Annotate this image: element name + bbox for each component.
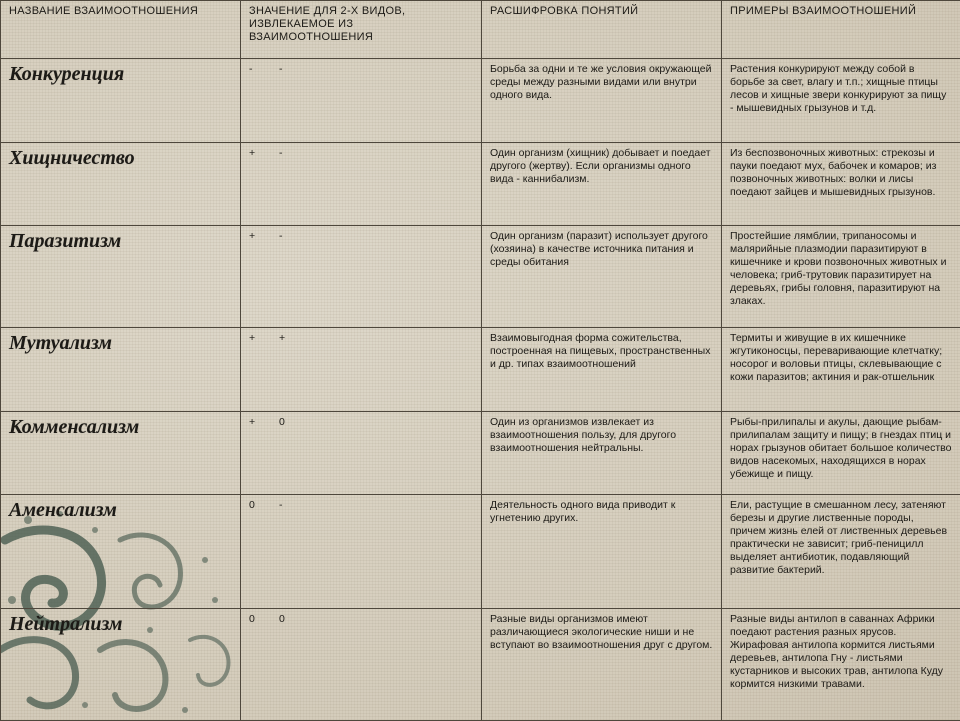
relationship-signs bbox=[241, 412, 482, 495]
header-name: НАЗВАНИЕ ВЗАИМООТНОШЕНИЯ bbox=[1, 1, 241, 59]
relationship-examples: Термиты и живущие в их кишечнике жгутиконосцы, переваривающие клетчатку; носорог и воловьи птицы, склевывающие с кожи паразитов; актиния и рак-отшельник bbox=[722, 328, 960, 412]
sign-first: + bbox=[249, 332, 279, 344]
sign-second: + bbox=[279, 332, 309, 344]
relationship-name: Мутуализм bbox=[1, 328, 241, 412]
sign-first: 0 bbox=[249, 613, 279, 625]
relationship-signs bbox=[241, 328, 482, 412]
relationship-description: Разные виды организмов имеют различающиеся экологические ниши и не вступают во взаимоотношения друг с другом. bbox=[482, 609, 722, 721]
relationship-description: Один из организмов извлекает из взаимоотношения пользу, для другого взаимоотношения нейтральны. bbox=[482, 412, 722, 495]
relationship-signs bbox=[241, 226, 482, 328]
table-row bbox=[1, 328, 960, 412]
relationship-examples: Ели, растущие в смешанном лесу, затеняют березы и другие лиственные породы, причем жизнь елей от лиственных деревьев практически не зависит; гриб-пеницилл выделяет антибиотик, подавляющий развитие бактерий. bbox=[722, 495, 960, 609]
relationship-description: Деятельность одного вида приводит к угнетению других. bbox=[482, 495, 722, 609]
relationship-name: Комменсализм bbox=[1, 412, 241, 495]
relationship-signs bbox=[241, 59, 482, 143]
table-row bbox=[1, 143, 960, 226]
relationship-description: Один организм (хищник) добывает и поедает другого (жертву). Если организмы одного вида - каннибализм. bbox=[482, 143, 722, 226]
relationship-examples: Из беспозвоночных животных: стрекозы и пауки поедают мух, бабочек и комаров; из позвоночных животных: волки и лисы поедают зайцев и мышевидных грызунов. bbox=[722, 143, 960, 226]
sign-first: 0 bbox=[249, 499, 279, 511]
relationship-examples: Простейшие лямблии, трипаносомы и малярийные плазмодии паразитируют в кишечнике и крови позвоночных животных и человека; гриб-трутовик паразитирует на деревьях, грибы головня, паразитируют на злаках. bbox=[722, 226, 960, 328]
table-row bbox=[1, 609, 960, 721]
relationship-signs bbox=[241, 143, 482, 226]
relationship-name: Паразитизм bbox=[1, 226, 241, 328]
table-row bbox=[1, 59, 960, 143]
relationship-name: Хищничество bbox=[1, 143, 241, 226]
relationship-examples: Растения конкурируют между собой в борьбе за свет, влагу и т.п.; хищные птицы лесов и хищные звери конкурируют за пищу - мышевидных грызунов и т.д. bbox=[722, 59, 960, 143]
relationship-name: Аменсализм bbox=[1, 495, 241, 609]
table-row bbox=[1, 412, 960, 495]
table-header-row bbox=[1, 1, 960, 59]
header-value: ЗНАЧЕНИЕ ДЛЯ 2-Х ВИДОВ, ИЗВЛЕКАЕМОЕ ИЗ ВЗАИМООТНОШЕНИЯ bbox=[241, 1, 482, 59]
relationship-signs bbox=[241, 495, 482, 609]
table-row bbox=[1, 226, 960, 328]
sign-second: 0 bbox=[279, 613, 309, 625]
relationship-description: Один организм (паразит) использует другого (хозяина) в качестве источника питания и среды обитания bbox=[482, 226, 722, 328]
relationship-name: Конкуренция bbox=[1, 59, 241, 143]
sign-first: + bbox=[249, 230, 279, 242]
relationship-examples: Рыбы-прилипалы и акулы, дающие рыбам-прилипалам защиту и пищу; в гнездах птиц и норах грызунов обитает большое количество видов насекомых, находящихся в норах убежище и пищу. bbox=[722, 412, 960, 495]
relationship-description: Борьба за одни и те же условия окружающей среды между разными видами или внутри одного вида. bbox=[482, 59, 722, 143]
relationship-signs bbox=[241, 609, 482, 721]
sign-first: + bbox=[249, 147, 279, 159]
relationship-description: Взаимовыгодная форма сожительства, построенная на пищевых, пространственных и др. типах взаимоотношений bbox=[482, 328, 722, 412]
sign-first: - bbox=[249, 63, 279, 75]
header-description: РАСШИФРОВКА ПОНЯТИЙ bbox=[482, 1, 722, 59]
sign-second: - bbox=[279, 147, 309, 159]
sign-second: - bbox=[279, 63, 309, 75]
header-examples: ПРИМЕРЫ ВЗАИМООТНОШЕНИЙ bbox=[722, 1, 960, 59]
relationship-name: Нейтрализм bbox=[1, 609, 241, 721]
sign-second: - bbox=[279, 499, 309, 511]
sign-first: + bbox=[249, 416, 279, 428]
sign-second: - bbox=[279, 230, 309, 242]
table-row bbox=[1, 495, 960, 609]
sign-second: 0 bbox=[279, 416, 309, 428]
relationship-examples: Разные виды антилоп в саваннах Африки поедают растения разных ярусов. Жирафовая антилопа кормится листьями деревьев, антилопа Гну - листьями кустарников и высоких трав, антилопа Куду кормится низкими травами. bbox=[722, 609, 960, 721]
